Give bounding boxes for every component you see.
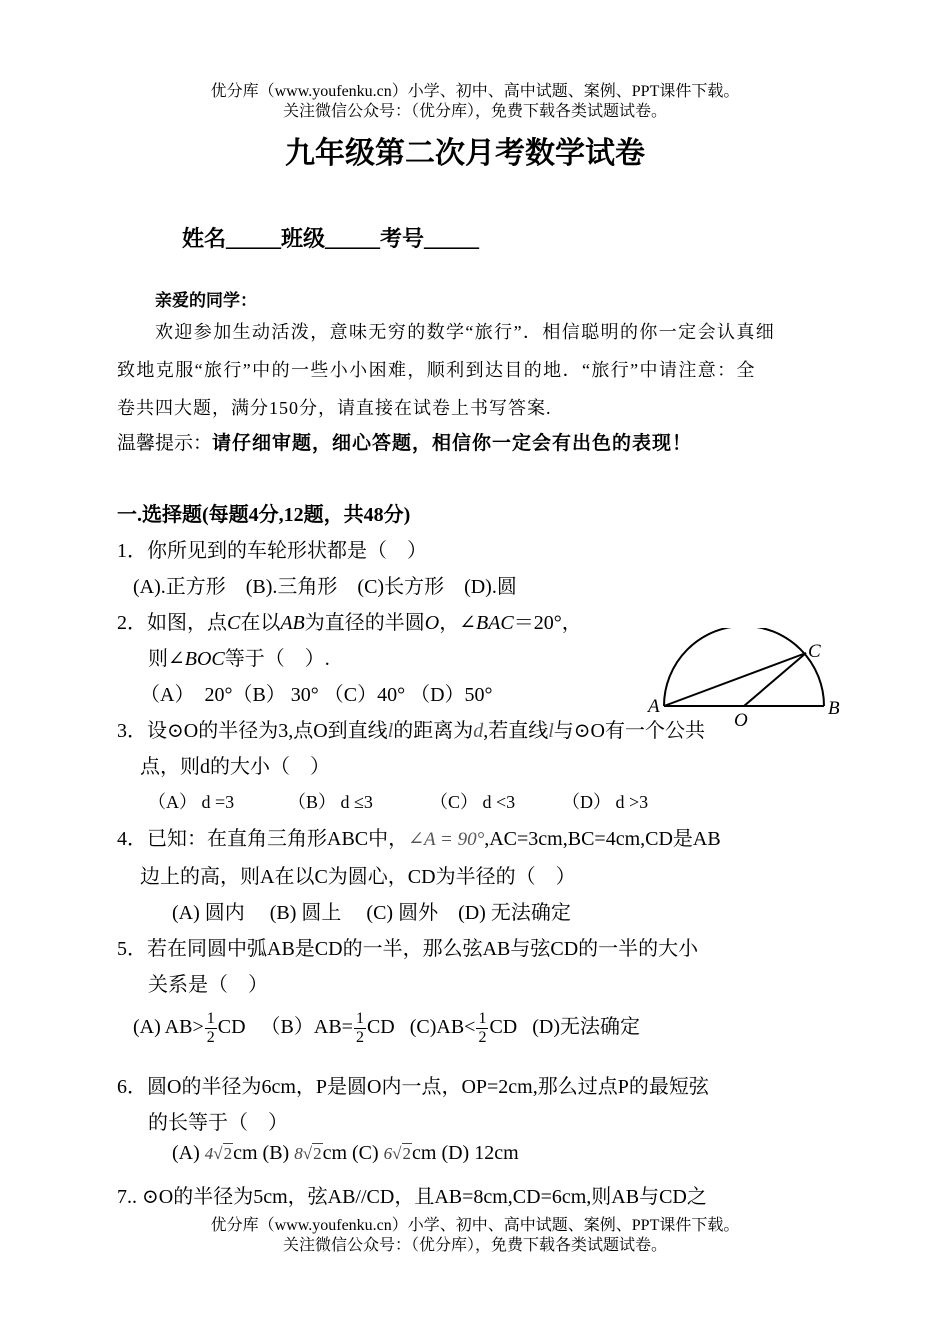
question-6-stem-line-2: 的长等于（ ）	[148, 1112, 288, 1134]
question-5-options: (A) AB> $\frac{1}{2}$ CD （B）AB= $\frac{1}{2}$ CD (C)AB< $\frac{1}{2}$ CD (D)无法确定	[133, 1010, 641, 1046]
tip-text: 请仔细审题，细心答题，相信你一定会有出色的表现！	[212, 433, 693, 454]
intro-line-3: 卷共四大题，满分150分，请直接在试卷上书写答案.	[117, 398, 552, 418]
question-5-stem-line-2: 关系是（ ）	[148, 974, 268, 996]
page-title: 九年级第二次月考数学试卷	[285, 137, 645, 170]
question-2-stem: 2．如图，点C在以AB为直径的半圆O，∠BAC＝20°，	[117, 612, 582, 634]
question-3-option-c: （C） d <3	[430, 792, 516, 812]
question-1-stem: 1．你所见到的车轮形状都是（ ）	[117, 540, 427, 562]
label-c: C	[808, 641, 821, 662]
intro-line-2: 致地克服“旅行”中的一些小小困难，顺利到达目的地．“旅行”中请注意：全	[117, 360, 756, 380]
question-4-stem-line-2: 边上的高，则A在以C为圆心，CD为半径的（ ）	[140, 866, 576, 888]
intro-line-1: 欢迎参加生动活泼，意味无穷的数学“旅行”．相信聪明的你一定会认真细	[155, 322, 776, 342]
question-3-option-d: （D） d >3	[562, 792, 649, 812]
section-heading: 一.选择题(每题4分,12题，共48分)	[117, 504, 411, 526]
radius-oc	[744, 653, 806, 706]
question-7-stem: 7.. ⊙O的半径为5cm，弦AB//CD，且AB=8cm,CD=6cm,则AB与CD之	[117, 1186, 707, 1208]
label-a: A	[648, 696, 660, 717]
question-2-options: （A） 20°（B） 30° （C）40° （D）50°	[140, 684, 493, 706]
chord-ac	[664, 653, 806, 706]
question-1-options: (A).正方形 (B).三角形 (C)长方形 (D).圆	[133, 576, 517, 598]
header-line-2: 关注微信公众号：（优分库），免费下载各类试题试卷。	[282, 103, 667, 120]
footer-line-2: 关注微信公众号：（优分库），免费下载各类试题试卷。	[282, 1237, 667, 1254]
semicircle-arc	[664, 628, 824, 706]
footer-line-1: 优分库（www.youfenku.cn）小学、初中、高中试题、案例、PPT课件下载。	[210, 1217, 740, 1234]
tip-label: 温馨提示：	[117, 433, 213, 454]
tip	[117, 428, 692, 455]
question-3-option-a: （A） d =3	[148, 792, 235, 812]
question-5-stem: 5．若在同圆中弧AB是CD的一半，那么弦AB与弦CD的一半的大小	[117, 938, 699, 960]
question-6-options: (A) 4√2cm (B) 8√2cm (C) 6√2cm (D) 12cm	[172, 1142, 519, 1164]
question-4-options: (A) 圆内 (B) 圆上 (C) 圆外 (D) 无法确定	[172, 902, 571, 924]
header-line-1: 优分库（www.youfenku.cn）小学、初中、高中试题、案例、PPT课件下载。	[210, 83, 740, 100]
label-b: B	[828, 698, 840, 719]
question-3-option-b: （B） d ≤3	[288, 792, 373, 812]
greeting: 亲爱的同学：	[155, 291, 257, 310]
label-o: O	[734, 710, 748, 731]
question-3-stem: 3．设⊙O的半径为3,点O到直线l的距离为d,若直线l与⊙O有一个公共	[117, 720, 705, 742]
question-6-stem: 6．圆O的半径为6cm，P是圆O内一点，OP=2cm,那么过点P的最短弦	[117, 1076, 709, 1098]
question-2-stem-line-2: 则∠BOC等于（ ）.	[148, 648, 330, 670]
student-info: 姓名_____班级_____考号_____	[182, 226, 480, 251]
question-3-stem-line-2: 点，则d的大小（ ）	[140, 756, 330, 778]
question-4-stem: 4．已知：在直角三角形ABC中，∠A = 90°,AC=3cm,BC=4cm,CD是AB	[117, 828, 721, 850]
